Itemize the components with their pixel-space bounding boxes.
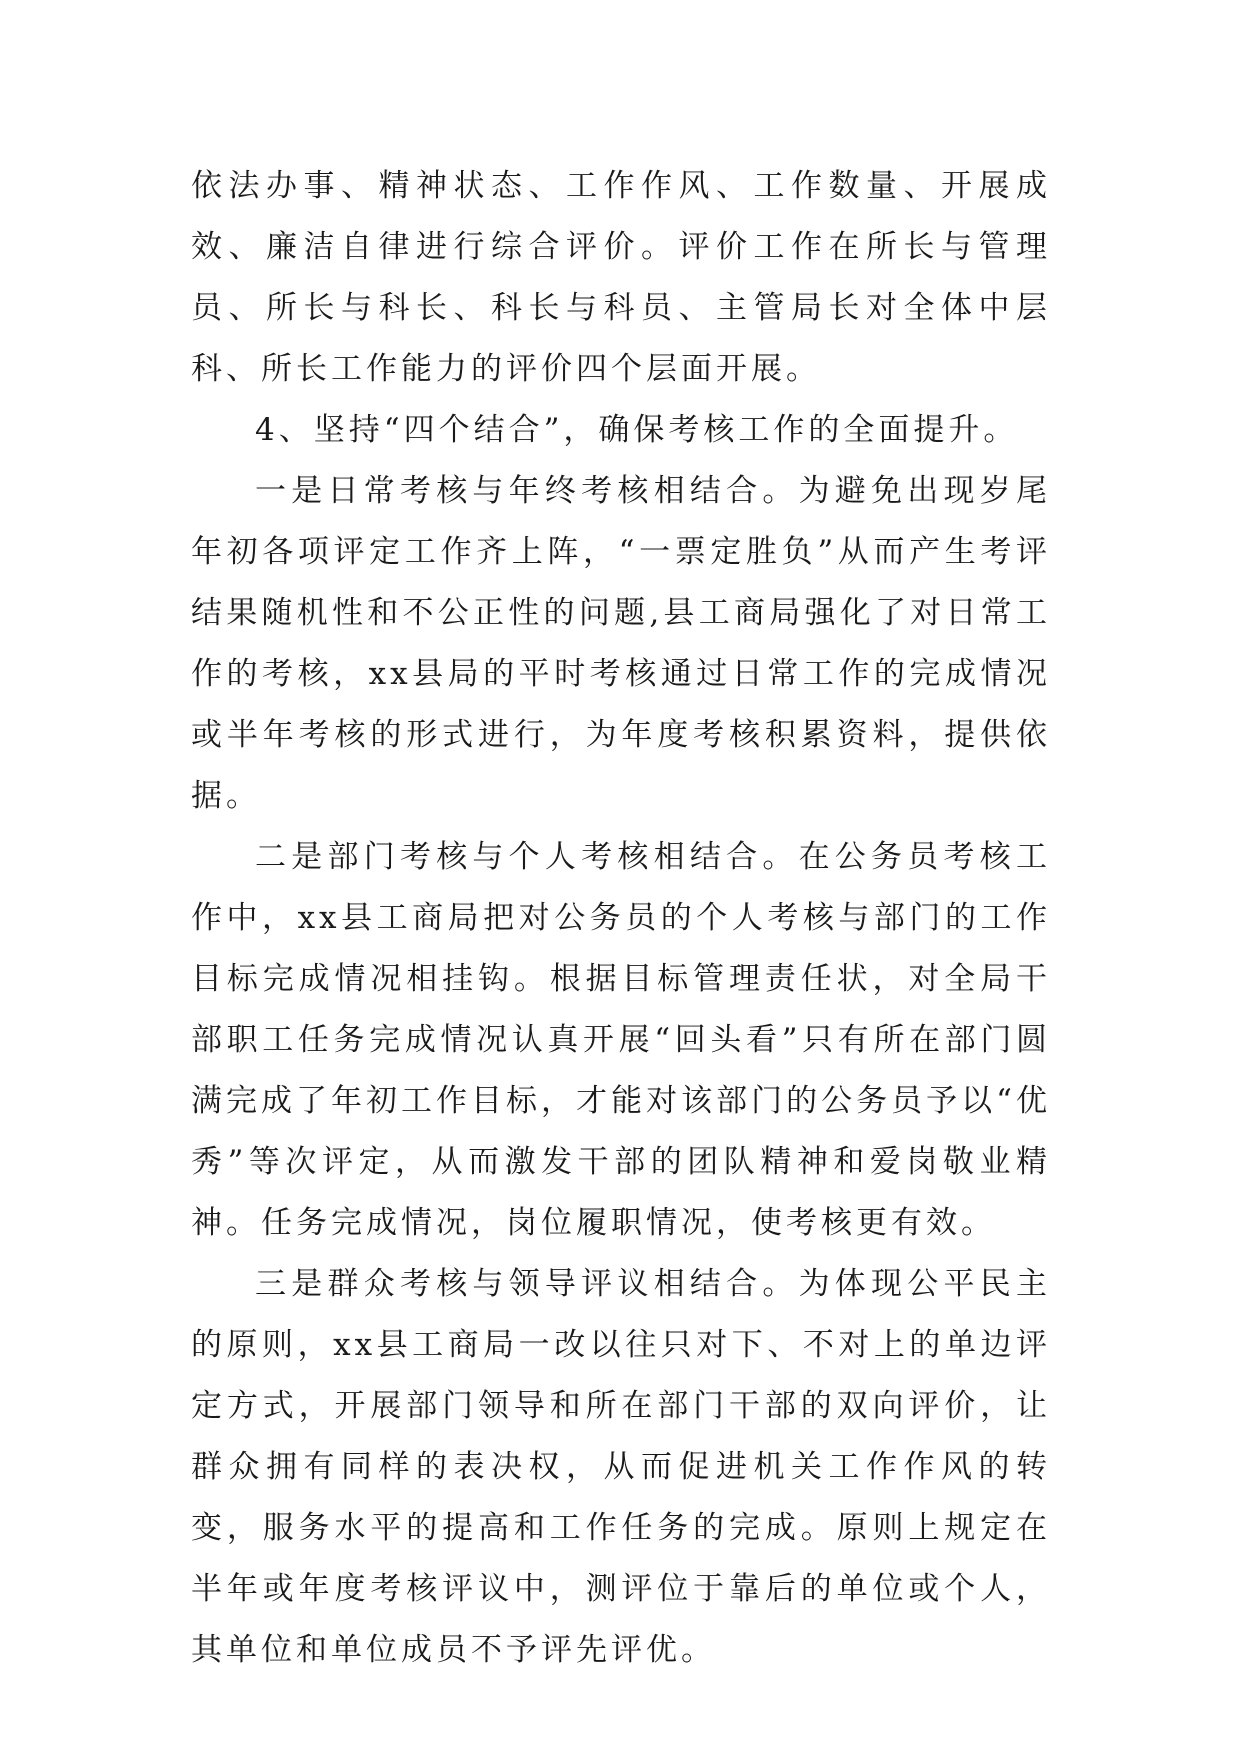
paragraph-department-individual-assessment: 二是部门考核与个人考核相结合。在公务员考核工作中，xx县工商局把对公务员的个人考核与部门的工作目标完成情况相挂钩。根据目标管理责任状，对全局干部职工任务完成情况认真开展“回头看”只有所在部门圆满完成了年初工作目标，才能对该部门的公务员予以“优秀”等次评定，从而激发干部的团队精神和爱岗敬业精神。任务完成情况，岗位履职情况，使考核更有效。 [191,839,1051,1241]
paragraph-four-combinations-heading: 4、坚持“四个结合”，确保考核工作的全面提升。 [255,412,1019,448]
paragraph-daily-annual-assessment: 一是日常考核与年终考核相结合。为避免出现岁尾年初各项评定工作齐上阵，“一票定胜负”从而产生考评结果随机性和不公正性的问题,县工商局强化了对日常工作的考核，xx县局的平时考核通过日常工作的完成情况或半年考核的形式进行，为年度考核积累资料，提供依据。 [191,473,1051,814]
document-body [191,156,1051,1681]
paragraph-public-leadership-evaluation: 三是群众考核与领导评议相结合。为体现公平民主的原则，xx县工商局一改以往只对下、不对上的单边评定方式，开展部门领导和所在部门干部的双向评价，让群众拥有同样的表决权，从而促进机关工作作风的转变，服务水平的提高和工作任务的完成。原则上规定在半年或年度考核评议中，测评位于靠后的单位或个人，其单位和单位成员不予评先评优。 [191,1266,1051,1668]
paragraph-evaluation-scope: 依法办事、精神状态、工作作风、工作数量、开展成效、廉洁自律进行综合评价。评价工作在所长与管理员、所长与科长、科长与科员、主管局长对全体中层科、所长工作能力的评价四个层面开展。 [191,168,1051,387]
